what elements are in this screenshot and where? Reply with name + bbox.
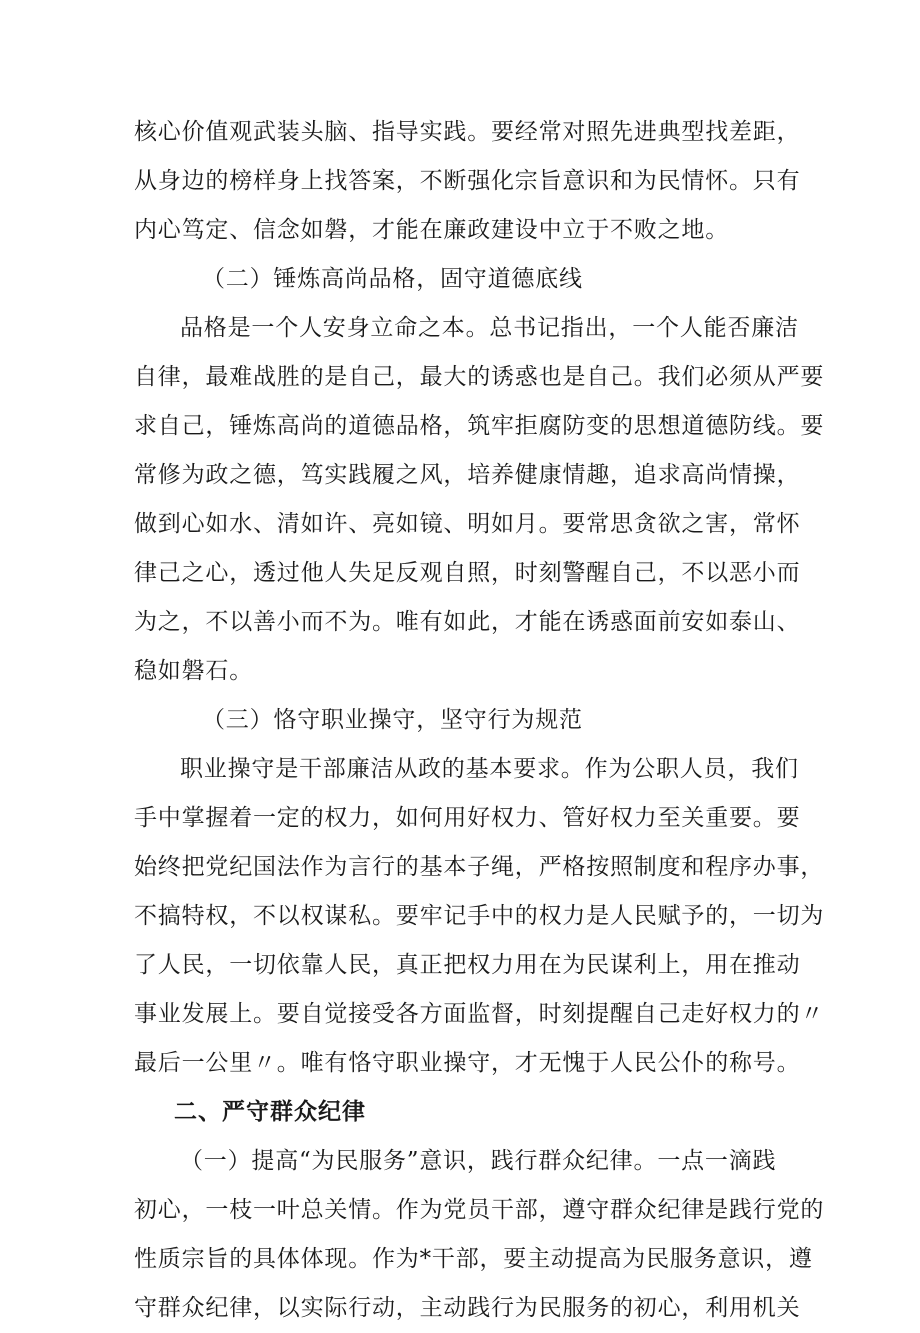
paragraph-line: 求自己，锤炼高尚的道德品格，筑牢拒腐防变的思想道德防线。要 <box>134 413 825 439</box>
paragraph-line: 始终把党纪国法作为言行的基本子绳，严格按照制度和程序办事， <box>134 854 825 880</box>
paragraph-line: 事业发展上。要自觉接受各方面监督，时刻提醒自己走好权力的〃 <box>134 1001 825 1027</box>
subheading-2: （二）锤炼高尚品格，固守道德底线 <box>202 266 583 292</box>
paragraph-line: 手中掌握着一定的权力，如何用好权力、管好权力至关重要。要 <box>134 805 801 831</box>
document-body <box>134 108 825 1333</box>
paragraph-line: 稳如磐石。 <box>134 658 253 684</box>
paragraph-line: 自律，最难战胜的是自己，最大的诱惑也是自己。我们必须从严要 <box>134 364 825 390</box>
paragraph-line: 性质宗旨的具体体现。作为*干部，要主动提高为民服务意识，遵 <box>134 1246 813 1272</box>
subheading-3: （三）恪守职业操守，坚守行为规范 <box>202 707 583 733</box>
paragraph-line: 最后一公里〃。唯有恪守职业操守，才无愧于人民公仆的称号。 <box>134 1050 801 1076</box>
paragraph-line: 守群众纪律，以实际行动，主动践行为民服务的初心，利用机关 <box>134 1295 801 1321</box>
paragraph-line: 为之，不以善小而不为。唯有如此，才能在诱惑面前安如泰山、 <box>134 609 801 635</box>
paragraph-line: 不搞特权，不以权谋私。要牢记手中的权力是人民赋予的，一切为 <box>134 903 825 929</box>
section-heading: 二、严守群众纪律 <box>174 1099 366 1125</box>
paragraph-line: 核心价值观武装头脑、指导实践。要经常对照先进典型找差距， <box>134 119 801 145</box>
paragraph-line: 律己之心，透过他人失足反观自照，时刻警醒自己，不以恶小而 <box>134 560 801 586</box>
paragraph-line: 职业操守是干部廉洁从政的基本要求。作为公职人员，我们 <box>180 756 799 782</box>
paragraph-line: 内心笃定、信念如磐，才能在廉政建设中立于不败之地。 <box>134 217 729 243</box>
paragraph-line: （一）提高“为民服务”意识，践行群众纪律。一点一滴践 <box>180 1148 777 1174</box>
paragraph-line: 从身边的榜样身上找答案，不断强化宗旨意识和为民情怀。只有 <box>134 168 801 194</box>
paragraph-line: 了人民，一切依靠人民，真正把权力用在为民谋利上，用在推动 <box>134 952 801 978</box>
paragraph-line: 常修为政之德，笃实践履之风，培养健康情趣，追求高尚情操， <box>134 462 801 488</box>
paragraph-line: 做到心如水、清如许、亮如镜、明如月。要常思贪欲之害，常怀 <box>134 511 801 537</box>
paragraph-line: 初心，一枝一叶总关情。作为党员干部，遵守群众纪律是践行党的 <box>134 1197 825 1223</box>
paragraph-line: 品格是一个人安身立命之本。总书记指出，一个人能否廉洁 <box>180 315 799 341</box>
